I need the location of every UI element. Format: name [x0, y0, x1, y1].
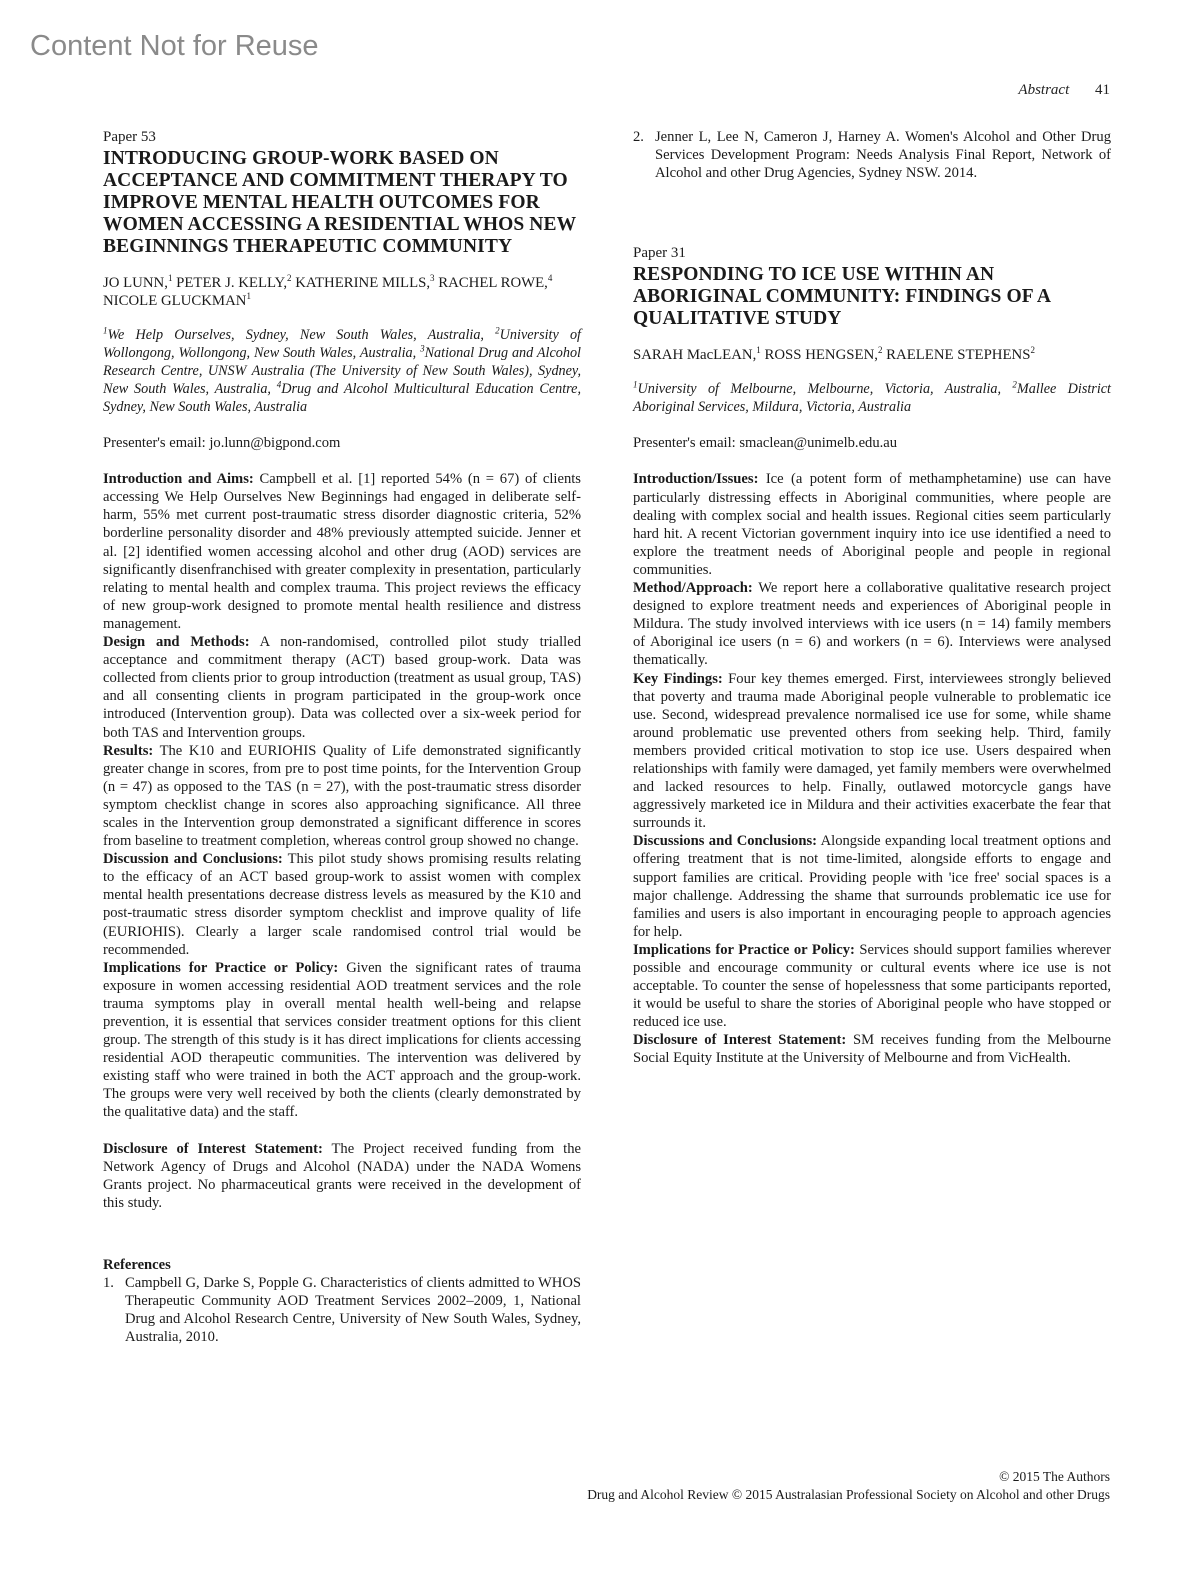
- presenter-email: Presenter's email: jo.lunn@bigpond.com: [103, 435, 341, 452]
- running-head-label: Abstract: [1018, 82, 1070, 98]
- abstract-section: [633, 1031, 1111, 1067]
- affiliation-marker: 2: [1012, 379, 1017, 390]
- author-list: [103, 274, 581, 310]
- section-label: Implications for Practice or Policy:: [103, 959, 339, 976]
- affiliation-marker: 2: [877, 345, 883, 356]
- affiliation-marker: 1: [246, 291, 251, 302]
- section-text: A non-randomised, controlled pilot study trialled acceptance and commitment therapy (ACT) based group-work. Data was collected from clients prior to group introduction (treatment as usual group, TAS) and all consenting clients in program participated in the group-work once introduced (Intervention group). Data was collected over a six-week period for both TAS and Intervention groups.: [103, 634, 582, 741]
- author-name: PETER J. KELLY,: [176, 275, 288, 292]
- section-label: Introduction/Issues:: [633, 471, 759, 488]
- affiliation-marker: 2: [287, 273, 292, 284]
- section-label: Key Findings:: [633, 670, 723, 687]
- section-label: Disclosure of Interest Statement:: [103, 1140, 323, 1157]
- section-label: Introduction and Aims:: [103, 471, 254, 488]
- affiliation-marker: 3: [430, 273, 435, 284]
- running-head: [1018, 82, 1110, 99]
- disclosure-statement: [103, 1140, 581, 1212]
- author-name: KATHERINE MILLS,: [295, 275, 431, 292]
- section-text: This pilot study shows promising results relating to the efficacy of an ACT based group-work to assist women with complex mental health presentations decrease distress levels as measured by the K10 and post-traumatic stress disorder symptom checklist and improve quality of life (EURIOHIS). Clearly a larger scale randomised control trial would be recommended.: [103, 851, 581, 958]
- author-name: ROSS HENGSEN,: [764, 347, 878, 364]
- references-heading: References: [103, 1256, 171, 1273]
- abstract-section: [103, 742, 581, 851]
- section-text: Given the significant rates of trauma exposure in women accessing residential AOD treatment services and the role trauma symptoms play in overall mental health well-being and relapse prevention, it is essential that services consider treatment options for this client group. The strength of this study is it has direct implications for clients accessing residential AOD therapeutic communities. The intervention was delivered by existing staff who were trained in both the ACT approach and the group-work. The groups were very well received by both the clients (clearly demonstrated by the qualitative data) and the staff.: [103, 959, 581, 1121]
- section-text: We report here a collaborative qualitative research project designed to explore treatment needs and experiences of Aboriginal people in Mildura. The study involved interviews with ice users (n = 14) family members of Aboriginal ice users (n = 6) and workers (n = 6). Interviews were analysed thematically.: [633, 580, 1111, 669]
- affiliation-marker: 4: [276, 379, 282, 390]
- watermark: Content Not for Reuse: [30, 30, 319, 62]
- paper-number: Paper 53: [103, 129, 156, 145]
- abstract-section: [103, 959, 581, 1122]
- section-label: Discussion and Conclusions:: [103, 851, 283, 868]
- section-text: Alongside expanding local treatment options and offering treatment that is not time-limited, alongside efforts to engage and support families are critical. Providing people with 'ice free' social spaces is a major challenge. Addressing the shame that surrounds problematic ice use for families and users is also important in encouraging people to approach agencies for help.: [633, 833, 1111, 940]
- abstract-section: [633, 941, 1111, 1031]
- section-text: Campbell et al. [1] reported 54% (n = 67) of clients accessing We Help Ourselves New Beginnings had engaged in deliberate self-harm, 55% met current post-traumatic stress disorder diagnostic criteria, 52% borderline personality disorder and 48% previously attempted suicide. Jenner et al. [2] identified women accessing alcohol and other drug (AOD) services are significantly disenfranchised with greater complexity in presentation, particularly relating to mental health and complex trauma. This project reviews the efficacy of new group-work designed to promote mental health resilience and distress management.: [103, 471, 581, 632]
- section-label: Method/Approach:: [633, 580, 753, 597]
- right-column: [633, 128, 1111, 1068]
- affiliation-marker: 1: [633, 379, 638, 390]
- reference-list: [103, 1274, 581, 1346]
- affiliation-marker: 1: [756, 345, 761, 356]
- reference-text: Jenner L, Lee N, Cameron J, Harney A. Women's Alcohol and Other Drug Services Development Program: Needs Analysis Final Report, Network of Alcohol and other Drug Agencies, Sydney NSW. 2014.: [655, 129, 1111, 182]
- section-text: Four key themes emerged. First, interviewees strongly believed that poverty and trauma made Aboriginal people vulnerable to problematic ice use. Second, widespread prevalence normalised ice use for some, while shame around problematic use prevented others from seeking help. Third, family members provided critical motivation to stop ice use. Users despaired when relationships with family were damaged, yet family members were overwhelmed and lacked resources to help. Finally, outlawed motorcycle gangs have aggressively marketed ice in Mildura and their activities exacerbate the fear that surrounds it.: [633, 670, 1112, 832]
- page-footer: [587, 1468, 1110, 1504]
- journal-line: Drug and Alcohol Review © 2015 Australasian Professional Society on Alcohol and other Drugs: [587, 1487, 1110, 1502]
- author-name: RACHEL ROWE,: [438, 275, 548, 292]
- section-text: SM receives funding from the Melbourne Social Equity Institute at the University of Melbourne and from VicHealth.: [633, 1032, 1111, 1067]
- section-label: Design and Methods:: [103, 634, 250, 651]
- abstract-section: [103, 850, 581, 959]
- affiliations: [633, 380, 1111, 416]
- section-label: Disclosure of Interest Statement:: [633, 1032, 847, 1049]
- abstract-body: [633, 470, 1111, 1067]
- reference-number: 2.: [633, 129, 644, 145]
- affiliations: [103, 326, 581, 416]
- affiliation-marker: 1: [167, 273, 173, 284]
- affiliation-marker: 1: [103, 325, 108, 336]
- presenter-email: Presenter's email: smaclean@unimelb.edu.au: [633, 435, 898, 452]
- author-name: JO LUNN,: [103, 275, 168, 292]
- paper-number: Paper 31: [633, 245, 686, 262]
- affiliation-marker: 3: [420, 343, 425, 354]
- affiliation-text: Mallee District Aboriginal Services, Mildura, Victoria, Australia: [633, 381, 1111, 416]
- author-name: RAELENE STEPHENS: [886, 347, 1031, 364]
- copyright-line: © 2015 The Authors: [999, 1469, 1110, 1484]
- section-label: Results:: [103, 742, 154, 759]
- section-text: The K10 and EURIOHIS Quality of Life demonstrated significantly greater change in scores, from pre to post time points, for the Intervention Group (n = 47) as opposed to the TAS (n = 27), with the post-traumatic stress disorder symptom checklist change in scores also approaching significance. All three scales in the Intervention group demonstrated a significant difference in scores from baseline to treatment completion, whereas control group showed no change.: [103, 742, 581, 850]
- page-number: 41: [1095, 82, 1110, 98]
- abstract-section: [633, 470, 1111, 579]
- section-label: Implications for Practice or Policy:: [633, 941, 855, 958]
- section-text: The Project received funding from the Network Agency of Drugs and Alcohol (NADA) under the NADA Womens Grants project. No pharmaceutical grants were received in the development of this study.: [103, 1140, 581, 1211]
- paper-title: INTRODUCING GROUP-WORK BASED ON ACCEPTANCE AND COMMITMENT THERAPY TO IMPROVE MENTAL HEALTH OUTCOMES FOR WOMEN ACCESSING A RESIDENTIAL WHOS NEW BEGINNINGS THERAPEUTIC COMMUNITY: [103, 148, 576, 258]
- reference-number: 1.: [103, 1275, 114, 1292]
- affiliation-marker: 2: [1030, 345, 1035, 356]
- abstract-section: [633, 832, 1111, 941]
- affiliation-text: University of Melbourne, Melbourne, Victoria, Australia,: [637, 381, 1013, 398]
- abstract-section: [103, 633, 581, 742]
- affiliation-text: National Drug and Alcohol Research Centre, UNSW Australia (The University of New South Wales), Sydney, New South Wales, Australia,: [103, 345, 581, 398]
- section-text: Ice (a potent form of methamphetamine) use can have particularly distressing effects in Aboriginal communities, where people are dealing with complex social and health issues. Regional cities seem particularly hard hit. A recent Victorian government inquiry into ice use identified a need to explore the treatment needs of Aboriginal people and people in regional communities.: [633, 471, 1111, 578]
- reference-item: [103, 1274, 581, 1346]
- reference-list-continued: [633, 128, 1111, 182]
- author-name: SARAH MacLEAN,: [633, 347, 757, 364]
- abstract-body: [103, 470, 581, 1121]
- abstract-section: [633, 579, 1111, 669]
- paper-title: RESPONDING TO ICE USE WITHIN AN ABORIGINAL COMMUNITY: FINDINGS OF A QUALITATIVE STUDY: [633, 264, 1051, 330]
- reference-item: [633, 128, 1111, 182]
- reference-text: Campbell G, Darke S, Popple G. Characteristics of clients admitted to WHOS Therapeutic Community AOD Treatment Services 2002–2009, 1, National Drug and Alcohol Research Centre, University of New South Wales, Sydney, Australia, 2010.: [125, 1275, 581, 1346]
- abstract-section: [103, 470, 581, 633]
- section-label: Discussions and Conclusions:: [633, 833, 818, 850]
- affiliation-text: University of Wollongong, Wollongong, New South Wales, Australia,: [103, 327, 581, 362]
- affiliation-marker: 4: [547, 273, 553, 284]
- author-list: [633, 346, 1111, 364]
- author-name: NICOLE GLUCKMAN: [103, 293, 247, 310]
- section-text: Services should support families wherever possible and encourage community or cultural events where ice use is not acceptable. To counter the sense of hopelessness that some participants reported, it would be useful to share the stories of Aboriginal people who have stopped or reduced ice use.: [633, 941, 1111, 1031]
- affiliation-marker: 2: [495, 325, 500, 336]
- affiliation-text: We Help Ourselves, Sydney, New South Wales, Australia,: [107, 327, 496, 344]
- left-column: [103, 128, 581, 1346]
- affiliation-text: Drug and Alcohol Multicultural Education Centre, Sydney, New South Wales, Australia: [103, 381, 582, 416]
- abstract-section: [633, 670, 1111, 833]
